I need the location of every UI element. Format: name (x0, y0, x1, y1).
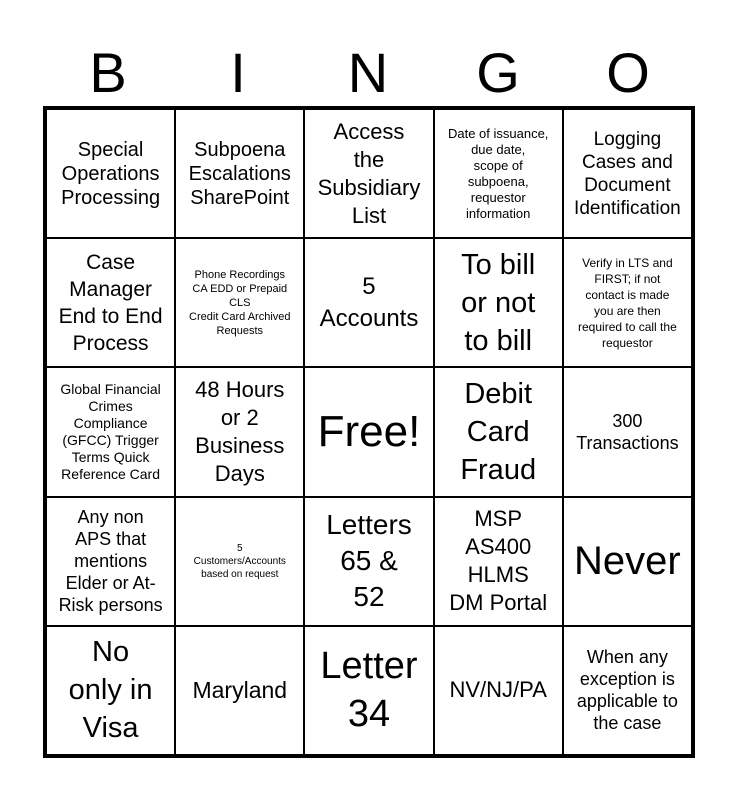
bingo-cell-r3c5[interactable] (563, 367, 692, 496)
cell-text: Subpoena Escalations SharePoint (188, 138, 291, 209)
cell-text: 300 Transactions (576, 410, 679, 453)
cell-text: Global Financial Crimes Compliance (GFCC) Trigger Terms Quick Reference Card (60, 380, 161, 482)
bingo-cell-r4c4[interactable] (434, 497, 563, 626)
cell-text: Logging Cases and Document Identification (574, 128, 681, 219)
cell-text: Letters 65 & 52 (326, 509, 412, 613)
header-letter-n: N (347, 41, 389, 104)
bingo-cell-r1c5[interactable] (563, 109, 692, 238)
cell-text: Debit Card Fraud (460, 377, 537, 486)
bingo-cell-r2c2[interactable] (175, 238, 304, 367)
bingo-header (43, 40, 695, 106)
bingo-cell-r2c3[interactable] (304, 238, 433, 367)
cell-text: Free! (317, 406, 421, 456)
bingo-cell-r4c5[interactable] (563, 497, 692, 626)
bingo-cell-r3c3[interactable] (304, 367, 433, 496)
cell-text: Maryland (192, 677, 288, 704)
header-letter-g: G (476, 41, 520, 104)
bingo-cell-r5c5[interactable] (563, 626, 692, 755)
cell-text: Special Operations Processing (61, 138, 161, 209)
cell-text: Phone Recordings CA EDD or Prepaid CLS Credit Card Archived Requests (189, 268, 291, 337)
cell-text: 5 Accounts (319, 272, 419, 332)
bingo-grid (43, 106, 695, 758)
cell-text: To bill or not to bill (461, 248, 536, 357)
bingo-cell-r2c4[interactable] (434, 238, 563, 367)
header-letter-o: O (606, 41, 650, 104)
cell-text: MSP AS400 HLMS DM Portal (449, 506, 548, 616)
cell-text: 48 Hours or 2 Business Days (195, 376, 285, 486)
bingo-cell-r4c1[interactable] (46, 497, 175, 626)
bingo-cell-r4c3[interactable] (304, 497, 433, 626)
bingo-cell-r5c2[interactable] (175, 626, 304, 755)
cell-text: Date of issuance, due date, scope of subpoena, requestor information (447, 125, 549, 221)
cell-text: Letter 34 (320, 645, 418, 736)
bingo-cell-r3c4[interactable] (434, 367, 563, 496)
bingo-cell-r3c1[interactable] (46, 367, 175, 496)
bingo-cell-r1c2[interactable] (175, 109, 304, 238)
bingo-cell-r2c5[interactable] (563, 238, 692, 367)
bingo-cell-r4c2[interactable] (175, 497, 304, 626)
cell-text: No only in Visa (68, 636, 153, 745)
cell-text: NV/NJ/PA (449, 677, 547, 703)
cell-text: Access the Subsidiary List (317, 118, 421, 228)
bingo-cell-r5c1[interactable] (46, 626, 175, 755)
cell-text: Any non APS that mentions Elder or At- Risk persons (58, 507, 163, 616)
cell-text: Never (574, 539, 681, 584)
bingo-cell-r3c2[interactable] (175, 367, 304, 496)
header-letter-i: I (230, 41, 246, 104)
header-letter-b: B (89, 41, 127, 104)
bingo-cell-r1c4[interactable] (434, 109, 563, 238)
bingo-cell-r5c4[interactable] (434, 626, 563, 755)
cell-text: Verify in LTS and FIRST; if not contact is made you are then required to call the requestor (578, 255, 677, 350)
bingo-cell-r2c1[interactable] (46, 238, 175, 367)
bingo-cell-r1c1[interactable] (46, 109, 175, 238)
bingo-cell-r5c3[interactable] (304, 626, 433, 755)
cell-text: When any exception is applicable to the case (576, 647, 678, 734)
cell-text: Case Manager End to End Process (58, 250, 163, 355)
cell-text: 5 Customers/Accounts based on request (193, 542, 286, 580)
bingo-cell-r1c3[interactable] (304, 109, 433, 238)
